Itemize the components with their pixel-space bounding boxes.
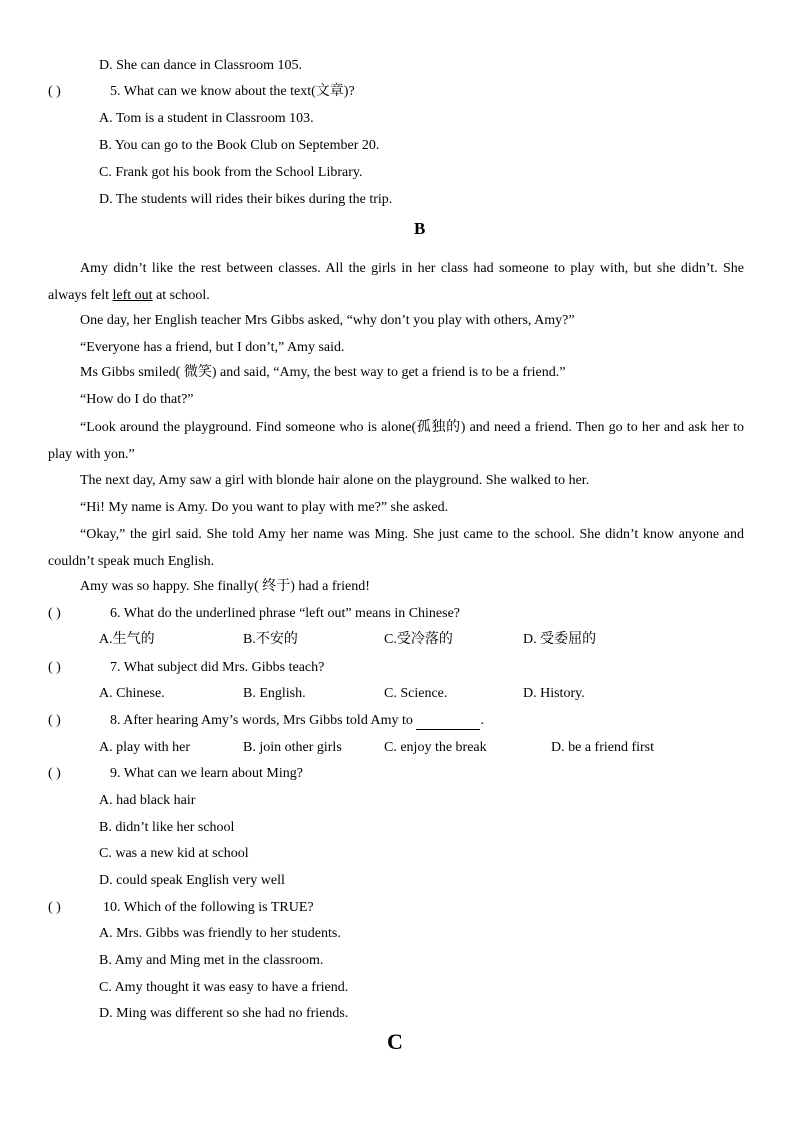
passage-line-next-day: The next day, Amy saw a girl with blonde hair alone on the playground. She walked to her. bbox=[80, 473, 590, 488]
q7-option-d: D. History. bbox=[523, 686, 585, 701]
q8-option-d: D. be a friend first bbox=[551, 740, 655, 755]
q10-option-c: C. Amy thought it was easy to have a friend. bbox=[99, 980, 349, 995]
q8-option-a: A. play with her bbox=[99, 740, 190, 755]
q5-stem: 5. What can we know about the text(文章)? bbox=[110, 84, 355, 99]
q9-option-b: B. didn’t like her school bbox=[99, 820, 235, 835]
passage-line-hi: “Hi! My name is Amy. Do you want to play with me?” she asked. bbox=[80, 500, 449, 515]
q9-option-d: D. could speak English very well bbox=[99, 873, 285, 888]
q7-option-b: B. English. bbox=[243, 686, 306, 701]
q5-option-b: B. You can go to the Book Club on September 20. bbox=[99, 138, 380, 153]
q9-paren: ( ) bbox=[48, 766, 61, 781]
q7-option-c: C. Science. bbox=[384, 686, 448, 701]
q9-option-c: C. was a new kid at school bbox=[99, 846, 249, 861]
q10-option-a: A. Mrs. Gibbs was friendly to her students. bbox=[99, 926, 341, 941]
passage-line-everyone: “Everyone has a friend, but I don’t,” Amy said. bbox=[80, 340, 345, 355]
underlined-phrase-left-out: left out bbox=[112, 288, 153, 303]
q8-stem: 8. After hearing Amy’s words, Mrs Gibbs told Amy to bbox=[110, 713, 413, 728]
passage-p1-text: Amy didn’t like the rest between classes. All the girls in her class had someone to play with, but she didn’t. She always felt bbox=[48, 261, 744, 303]
q8-option-b: B. join other girls bbox=[243, 740, 342, 755]
q5-paren: ( ) bbox=[48, 84, 61, 99]
q6-option-c: C.受冷落的 bbox=[384, 632, 453, 647]
q10-stem: 10. Which of the following is TRUE? bbox=[103, 900, 314, 915]
q10-option-b: B. Amy and Ming met in the classroom. bbox=[99, 953, 324, 968]
passage-p1-end: at school. bbox=[152, 288, 210, 303]
section-b-heading: B bbox=[414, 219, 426, 238]
q6-stem: 6. What do the underlined phrase “left out” means in Chinese? bbox=[110, 606, 461, 621]
q7-stem: 7. What subject did Mrs. Gibbs teach? bbox=[110, 660, 325, 675]
q6-option-d: D. 受委屈的 bbox=[523, 632, 597, 647]
q7-paren: ( ) bbox=[48, 660, 61, 675]
answer-blank bbox=[416, 715, 480, 730]
passage-line-teacher-asks: One day, her English teacher Mrs Gibbs asked, “why don’t you play with others, Amy?” bbox=[80, 313, 575, 328]
q9-option-a: A. had black hair bbox=[99, 793, 196, 808]
passage-paragraph-okay: “Okay,” the girl said. She told Amy her name was Ming. She just came to the school. She didn’t know anyone and couldn’t speak much English. bbox=[48, 527, 744, 569]
passage-line-gibbs-smiled: Ms Gibbs smiled( 微笑) and said, “Amy, the best way to get a friend is to be a friend.” bbox=[80, 365, 566, 380]
q10-option-d: D. Ming was different so she had no friends. bbox=[99, 1006, 349, 1021]
passage-paragraph-1 bbox=[48, 255, 744, 309]
q8-option-c: C. enjoy the break bbox=[384, 740, 487, 755]
q10-paren: ( ) bbox=[48, 900, 61, 915]
q6-option-b: B.不安的 bbox=[243, 632, 298, 647]
passage-line-happy: Amy was so happy. She finally( 终于) had a friend! bbox=[80, 579, 370, 594]
q8-paren: ( ) bbox=[48, 713, 61, 728]
passage-paragraph-look: “Look around the playground. Find someone who is alone(孤独的) and need a friend. Then go to her and ask her to play with yon.” bbox=[48, 420, 744, 462]
q8-stem-end: . bbox=[480, 713, 484, 728]
q4-option-d: D. She can dance in Classroom 105. bbox=[99, 58, 302, 73]
q5-option-a: A. Tom is a student in Classroom 103. bbox=[99, 111, 314, 126]
q5-option-c: C. Frank got his book from the School Library. bbox=[99, 165, 363, 180]
section-c-heading: C bbox=[387, 1029, 403, 1054]
q7-option-a: A. Chinese. bbox=[99, 686, 165, 701]
q6-option-a: A.生气的 bbox=[99, 632, 155, 647]
q6-paren: ( ) bbox=[48, 606, 61, 621]
passage-line-how: “How do I do that?” bbox=[80, 392, 194, 407]
q8-stem-line bbox=[110, 712, 484, 730]
q5-option-d: D. The students will rides their bikes during the trip. bbox=[99, 192, 393, 207]
q9-stem: 9. What can we learn about Ming? bbox=[110, 766, 303, 781]
